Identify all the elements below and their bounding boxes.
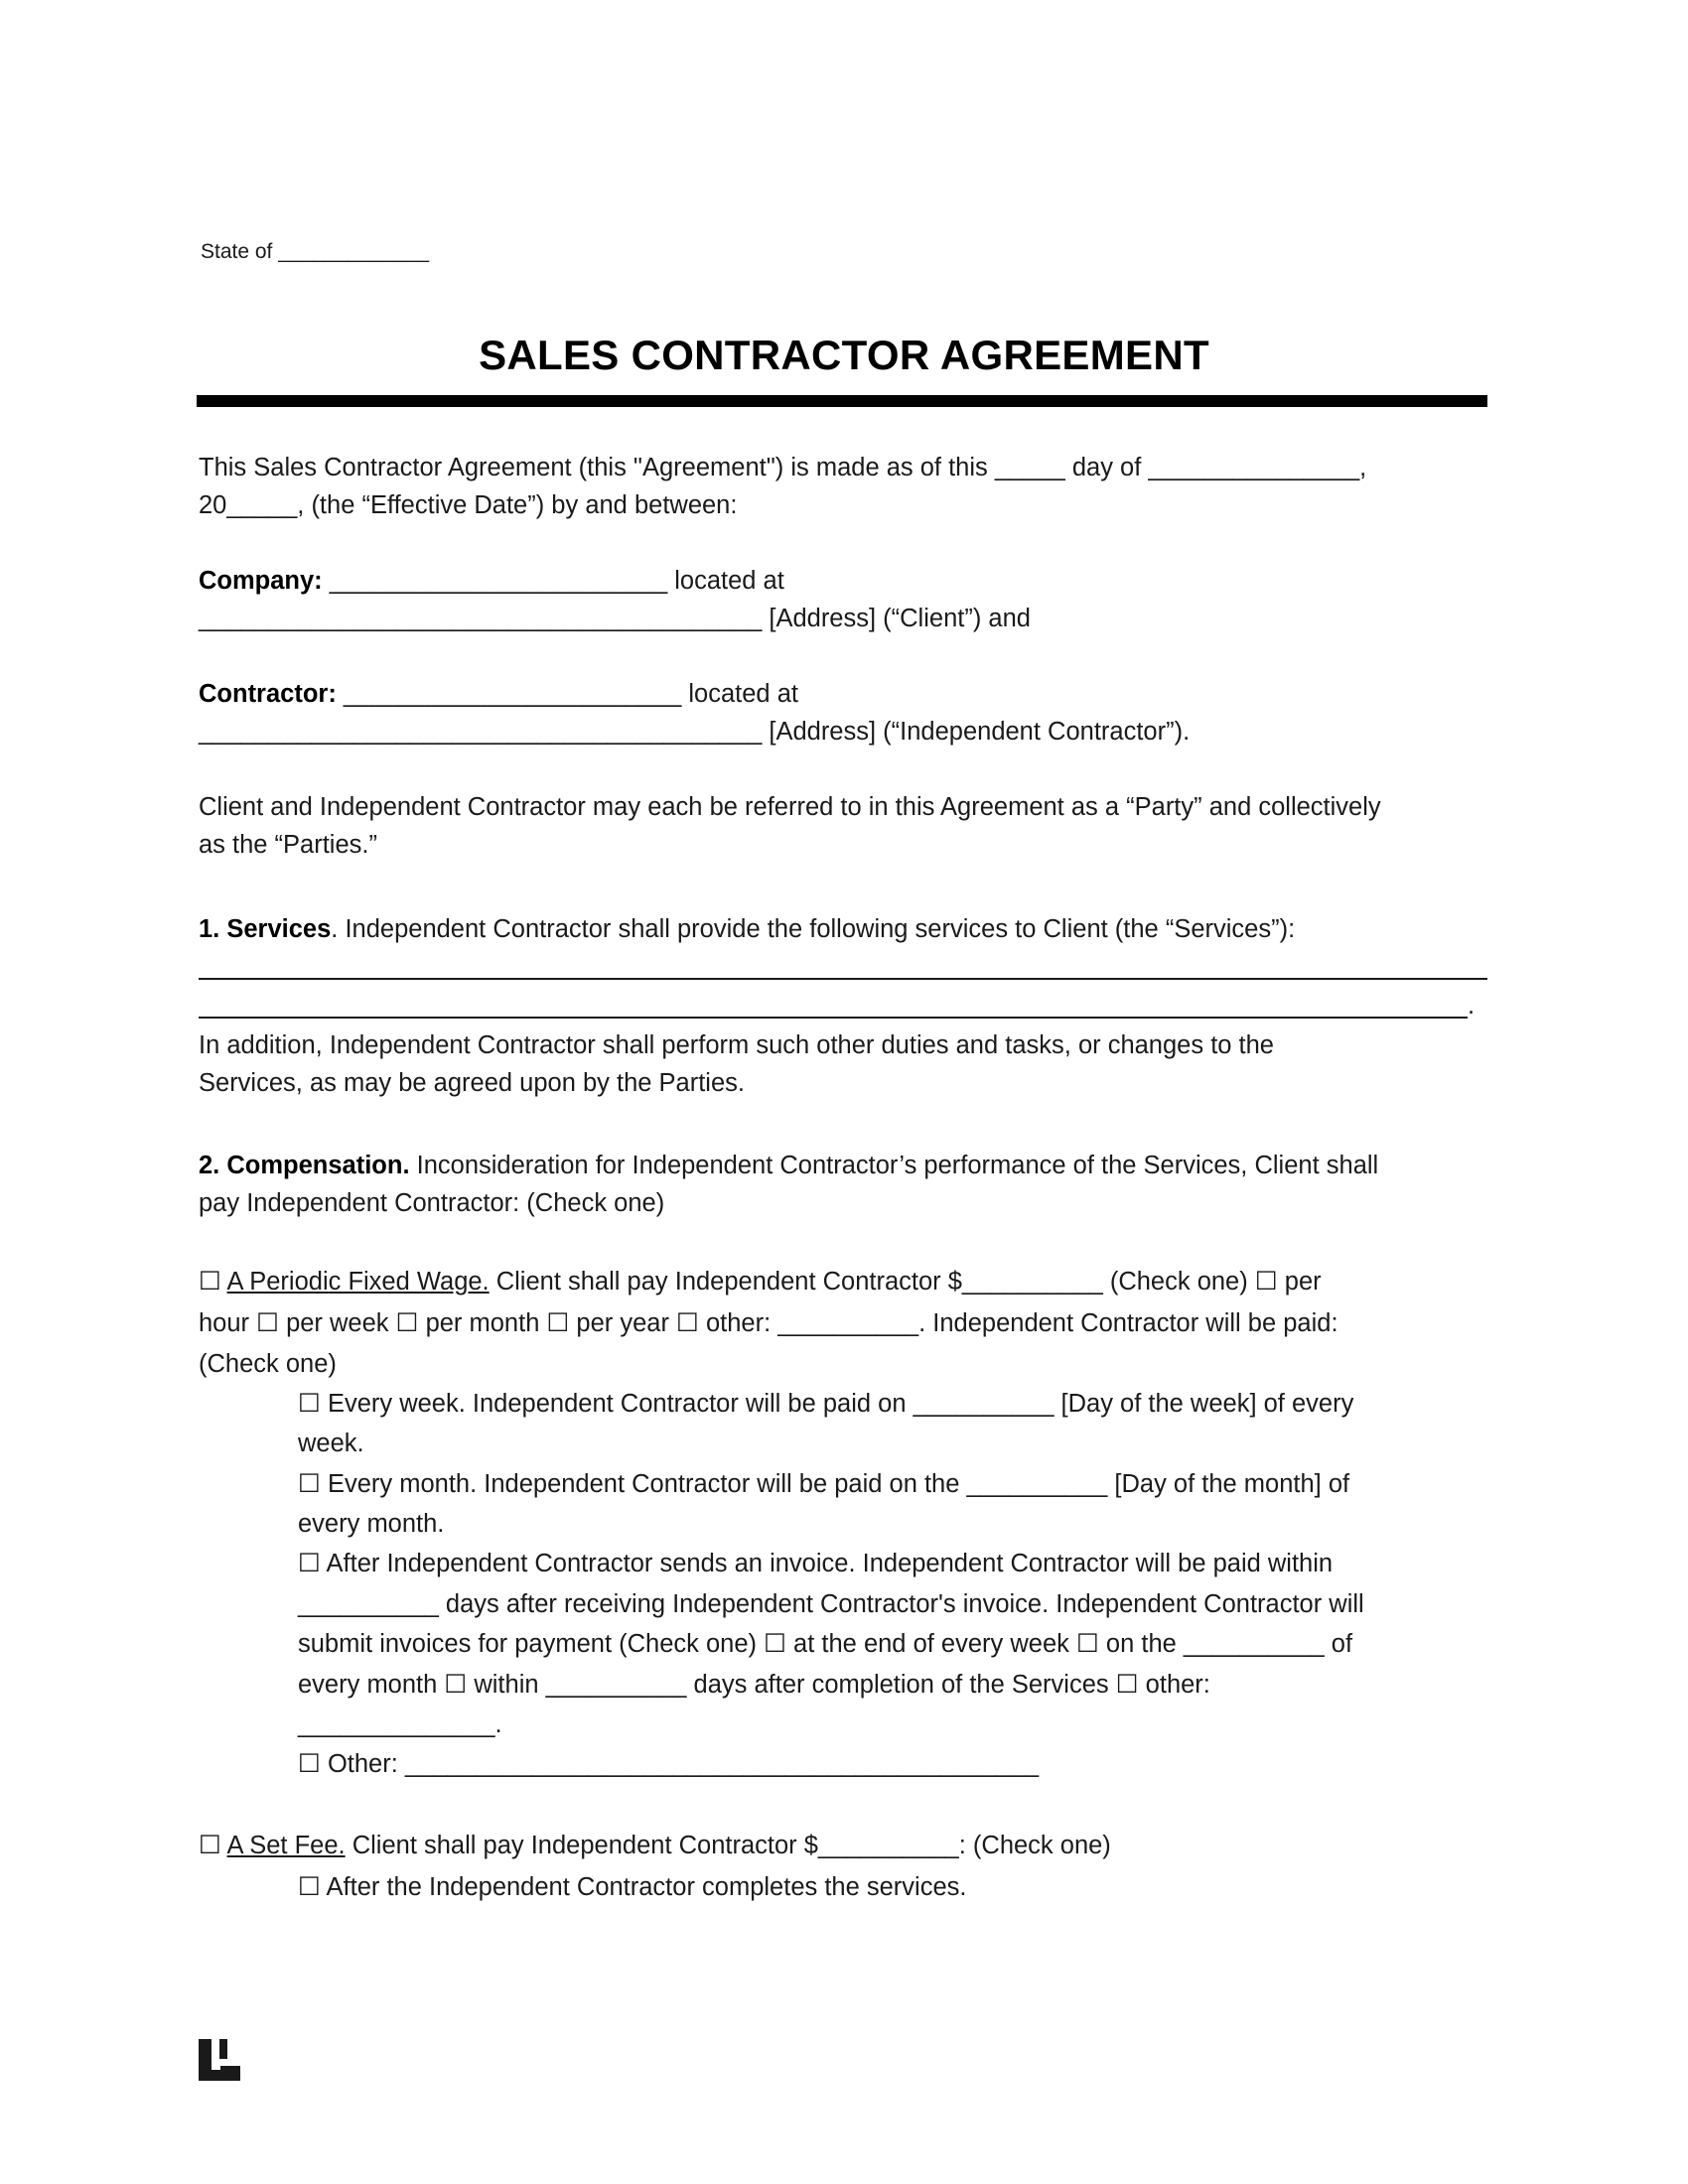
invoice-line-5[interactable]: ______________. <box>298 1710 502 1738</box>
services-label: 1. Services <box>199 915 332 943</box>
set-fee-label: A Set Fee. <box>226 1832 346 1859</box>
contractor-address-field[interactable]: ________________________________________ [Address] (“Independent Contractor”). <box>199 718 1191 746</box>
set-fee-checkbox[interactable]: ☐ <box>199 1832 227 1859</box>
services-blank-line-1[interactable] <box>199 978 1487 980</box>
services-heading-line <box>199 910 1295 948</box>
every-month-option[interactable]: ☐ Every month. Independent Contractor will be paid on the __________ [Day of the month] of <box>298 1470 1350 1498</box>
invoice-option[interactable]: ☐ After Independent Contractor sends an invoice. Independent Contractor will be paid within <box>298 1550 1334 1577</box>
invoice-line-3[interactable]: submit invoices for payment (Check one) ☐ at the end of every week ☐ on the __________ of <box>298 1630 1353 1658</box>
brand-logo-icon <box>199 2039 240 2081</box>
intro-line-2[interactable]: 20_____, (the “Effective Date”) by and between: <box>199 491 738 519</box>
services-blank-line-2[interactable] <box>199 1017 1468 1019</box>
title-divider <box>197 395 1487 407</box>
parties-line-1: Client and Independent Contractor may each be referred to in this Agreement as a “Party” and collectively <box>199 793 1381 821</box>
periodic-wage-line-3: (Check one) <box>199 1350 337 1378</box>
set-fee-text[interactable]: Client shall pay Independent Contractor $__________: (Check one) <box>345 1832 1111 1859</box>
contractor-line-1 <box>199 675 798 713</box>
after-services-option[interactable]: ☐ After the Independent Contractor completes the services. <box>298 1873 967 1901</box>
compensation-line-2: pay Independent Contractor: (Check one) <box>199 1189 665 1217</box>
periodic-wage-label: A Periodic Fixed Wage. <box>226 1268 490 1296</box>
periodic-wage-line-2[interactable]: hour ☐ per week ☐ per month ☐ per year ☐ other: __________. Independent Contractor will be paid: <box>199 1309 1338 1337</box>
contractor-name-field[interactable]: ________________________ located at <box>336 680 798 708</box>
company-label: Company: <box>199 567 323 595</box>
every-week-option[interactable]: ☐ Every week. Independent Contractor will be paid on __________ [Day of the week] of every <box>298 1390 1354 1418</box>
company-line-1 <box>199 562 784 600</box>
document-title: SALES CONTRACTOR AGREEMENT <box>479 332 1209 378</box>
invoice-line-2[interactable]: __________ days after receiving Independent Contractor's invoice. Independent Contractor will <box>298 1590 1364 1618</box>
intro-line-1[interactable]: This Sales Contractor Agreement (this "Agreement") is made as of this _____ day of _______________, <box>199 454 1367 481</box>
parties-line-2: as the “Parties.” <box>199 831 377 859</box>
periodic-wage-checkbox[interactable]: ☐ <box>199 1268 227 1296</box>
periodic-wage-text[interactable]: Client shall pay Independent Contractor $__________ (Check one) ☐ per <box>489 1268 1322 1296</box>
periodic-wage-option[interactable] <box>199 1263 1322 1300</box>
set-fee-option[interactable] <box>199 1827 1111 1864</box>
other-option[interactable]: ☐ Other: _____________________________________________ <box>298 1750 1040 1778</box>
compensation-line-1 <box>199 1147 1378 1184</box>
company-name-field[interactable]: ________________________ located at <box>322 567 784 595</box>
services-text: . Independent Contractor shall provide the following services to Client (the “Services”): <box>331 915 1296 943</box>
state-line[interactable]: State of _____________ <box>201 240 430 263</box>
invoice-line-4[interactable]: every month ☐ within __________ days after completion of the Services ☐ other: <box>298 1671 1210 1699</box>
every-month-line-2: every month. <box>298 1510 445 1538</box>
contractor-label: Contractor: <box>199 680 337 708</box>
services-additional-line-1: In addition, Independent Contractor shall perform such other duties and tasks, or changes to the <box>199 1031 1274 1059</box>
services-additional-line-2: Services, as may be agreed upon by the Parties. <box>199 1069 745 1097</box>
compensation-label: 2. Compensation. <box>199 1152 410 1179</box>
every-week-line-2: week. <box>298 1430 364 1457</box>
services-line-end: . <box>1468 992 1476 1020</box>
compensation-text: Inconsideration for Independent Contractor’s performance of the Services, Client shall <box>409 1152 1379 1179</box>
company-address-field[interactable]: ________________________________________ [Address] (“Client”) and <box>199 605 1031 632</box>
